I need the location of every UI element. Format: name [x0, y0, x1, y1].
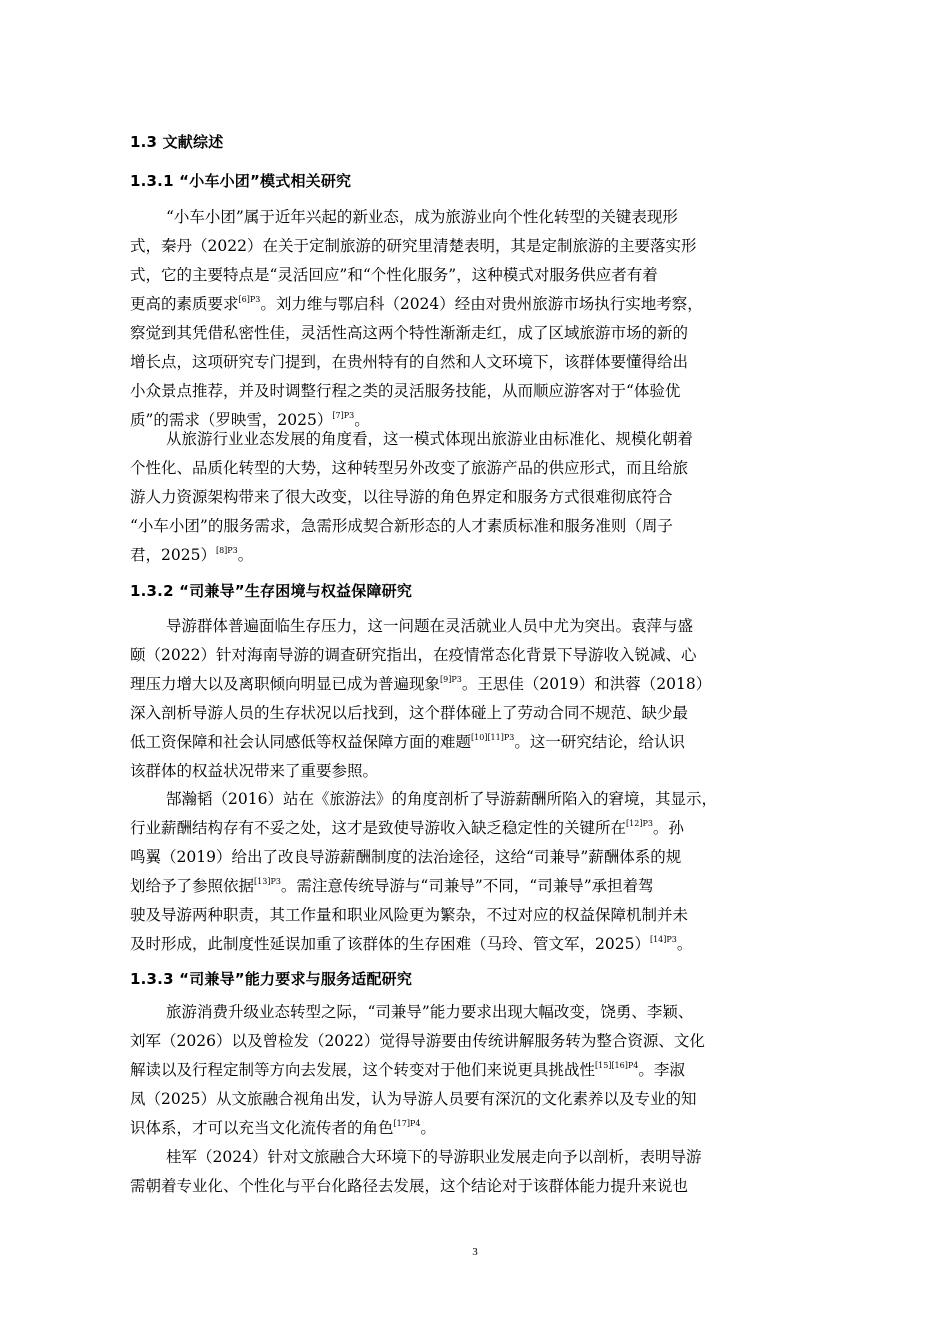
paragraph-line: 增长点，这项研究专门提到，在贵州特有的自然和人文环境下，该群体要懂得给出: [130, 353, 689, 371]
paragraph-line: 该群体的权益状况带来了重要参照。: [130, 762, 379, 780]
text-run: 质”的需求（罗映雪，2025）: [130, 411, 333, 429]
paragraph-line: [130, 541, 830, 570]
citation: [6]P3: [238, 295, 261, 304]
text-run: 。需注意传统导游与“司兼导”不同，“司兼导”承担着驾: [280, 877, 654, 895]
section-heading-1-3: 1.3 文献综述: [130, 133, 224, 151]
text-run: 。: [354, 411, 370, 429]
text-run: 。孙: [652, 819, 684, 837]
text-run: 。这一研究结论，给认识: [514, 733, 685, 751]
paragraph-line: [130, 930, 830, 959]
citation: [15][16]P4: [595, 1061, 639, 1070]
paragraph-line: 式，它的主要特点是“灵活回应”和“个性化服务”，这种模式对服务供应者有着: [130, 266, 658, 284]
text-run: 解读以及行程定制等方向去发展，这个转变对于他们来说更具挑战性: [130, 1061, 596, 1079]
paragraph-line: 从旅游行业业态发展的角度看，这一模式体现出旅游业由标准化、规模化朝着: [166, 430, 694, 448]
paragraph-line: [130, 728, 830, 757]
paragraph-line: 凤（2025）从文旅融合视角出发，认为导游人员要有深沉的文化素养以及专业的知: [130, 1090, 697, 1108]
text-run: 。刘力维与鄂启科（2024）经由对贵州旅游市场执行实地考察，: [260, 295, 703, 313]
section-heading-1-3-1: 1.3.1 “小车小团”模式相关研究: [130, 172, 352, 190]
text-run: 。: [237, 546, 254, 564]
paragraph-4: [130, 785, 830, 959]
text-run: 划给予了参照依据: [130, 877, 255, 895]
paragraph-line: 郜瀚韬（2016）站在《旅游法》的角度剖析了导游薪酬所陷入的窘境，其显示，: [166, 790, 717, 808]
text-run: 君，2025）: [130, 546, 216, 564]
paragraph-line: 刘军（2026）以及曾检发（2022）觉得导游要由传统讲解服务转为整合资源、文化: [130, 1032, 705, 1050]
paragraph-line: 颐（2022）针对海南导游的调查研究指出，在疫情常态化背景下导游收入锐减、心: [130, 646, 697, 664]
text-run: 理压力增大以及离职倾向明显已成为普遍现象: [130, 675, 441, 693]
paragraph-line: [130, 670, 830, 699]
text-run: 更高的素质要求: [130, 295, 239, 313]
citation: [7]P3: [332, 411, 355, 420]
paragraph-line: 导游群体普遍面临生存压力，这一问题在灵活就业人员中尤为突出。袁萍与盛: [166, 617, 694, 635]
paragraph-line: 察觉到其凭借私密性佳，灵活性高这两个特性渐渐走红，成了区域旅游市场的新的: [130, 324, 689, 342]
text-run: 。: [676, 935, 693, 953]
paragraph-line: 旅游消费升级业态转型之际，“司兼导”能力要求出现大幅改变，饶勇、李颖、: [166, 1003, 694, 1021]
paragraph-line: 需朝着专业化、个性化与平台化路径去发展，这个结论对于该群体能力提升来说也: [130, 1177, 689, 1195]
paragraph-1: [130, 203, 830, 435]
text-run: 低工资保障和社会认同感低等权益保障方面的难题: [130, 733, 472, 751]
paragraph-line: 游人力资源架构带来了很大改变，以往导游的角色界定和服务方式很难彻底符合: [130, 488, 673, 506]
paragraph-2: [130, 425, 830, 570]
paragraph-6: [130, 1143, 830, 1201]
citation: [9]P3: [440, 675, 462, 684]
paragraph-line: 小众景点推荐，并及时调整行程之类的灵活服务技能，从而顺应游客对于“体验优: [130, 382, 681, 400]
paragraph-line: 桂军（2024）针对文旅融合大环境下的导游职业发展走向予以剖析，表明导游: [166, 1148, 702, 1166]
page-number: 3: [472, 1246, 478, 1258]
paragraph-line: 驶及导游两种职责，其工作量和职业风险更为繁杂，不过对应的权益保障机制并未: [130, 906, 689, 924]
paragraph-line: [130, 1056, 830, 1085]
text-run: 。: [420, 1119, 436, 1137]
paragraph-line: 鸣翼（2019）给出了改良导游薪酬制度的法治途径，这给“司兼导”薪酬体系的规: [130, 848, 682, 866]
text-run: 及时形成，此制度性延误加重了该群体的生存困难（马玲、管文军，2025）: [130, 935, 650, 953]
text-run: 行业薪酬结构存有不妥之处，这才是致使导游收入缺乏稳定性的关键所在: [130, 819, 627, 837]
paragraph-line: “小车小团”的服务需求，急需形成契合新形态的人才素质标准和服务准则（周子: [130, 517, 673, 535]
paragraph-line: 个性化、品质化转型的大势，这种转型另外改变了旅游产品的供应形式，而且给旅: [130, 459, 689, 477]
citation: [17]P4: [393, 1119, 421, 1128]
paragraph-line: [130, 814, 830, 843]
paragraph-line: [130, 1114, 830, 1143]
section-heading-1-3-2: 1.3.2 “司兼导”生存困境与权益保障研究: [130, 582, 413, 600]
text-run: 。李淑: [638, 1061, 685, 1079]
citation: [13]P3: [254, 877, 281, 886]
paragraph-line: [130, 872, 830, 901]
citation: [12]P3: [626, 819, 653, 828]
paragraph-line: [130, 290, 830, 319]
citation: [8]P3: [215, 546, 238, 555]
paragraph-3: [130, 612, 830, 786]
paragraph-line: 式，秦丹（2022）在关于定制旅游的研究里清楚表明，其是定制旅游的主要落实形: [130, 237, 697, 255]
text-run: 。王思佳（2019）和洪蓉（2018）: [461, 675, 712, 693]
paragraph-line: 深入剖析导游人员的生存状况以后找到，这个群体碰上了劳动合同不规范、缺少最: [130, 704, 689, 722]
citation: [14]P3: [649, 935, 677, 944]
section-heading-1-3-3: 1.3.3 “司兼导”能力要求与服务适配研究: [130, 970, 413, 988]
paragraph-line: “小车小团”属于近年兴起的新业态，成为旅游业向个性化转型的关键表现形: [166, 208, 678, 226]
paragraph-5: [130, 998, 830, 1143]
text-run: 识体系，才可以充当文化流传者的角色: [130, 1119, 394, 1137]
citation: [10][11]P3: [471, 733, 515, 742]
